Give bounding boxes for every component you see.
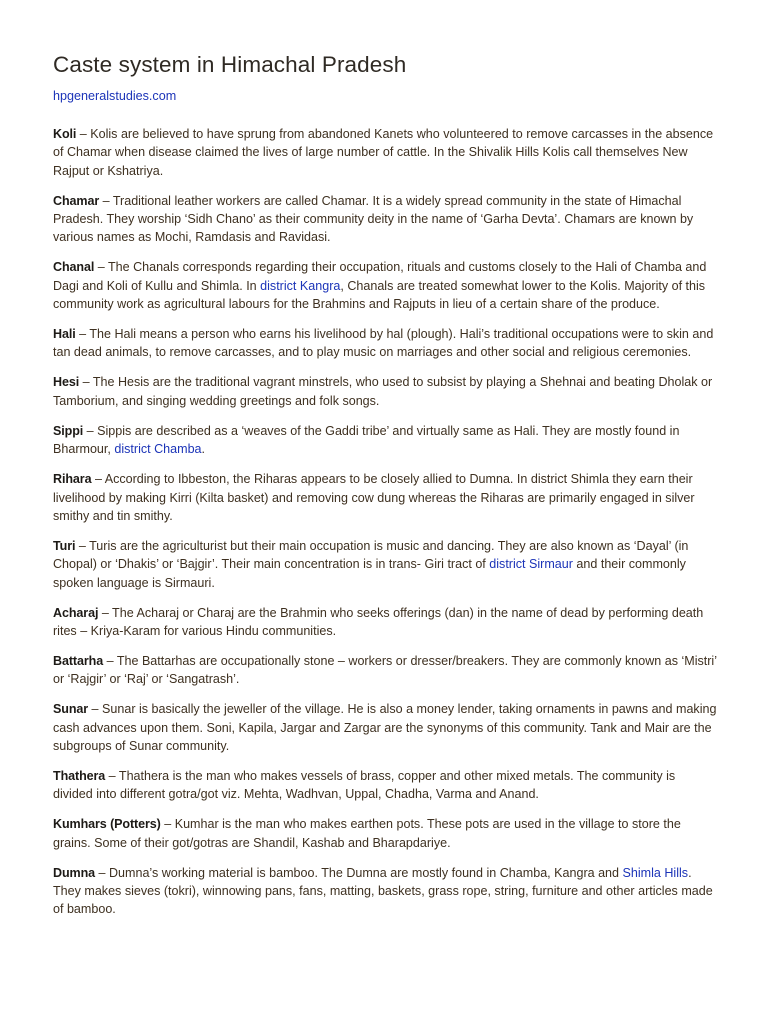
entry-battarha: [53, 652, 717, 689]
entry-term: Hesi: [53, 375, 80, 390]
entry-description-cont: and their commonly spoken language is Sirmauri.: [53, 557, 686, 590]
entry-description: – According to Ibbeston, the Riharas appears to be closely allied to Dumna. In district Shimla they earn their livelihood by making Kirri (Kilta basket) and removing cow dung whereas the Riharas are primarily engaged in silver smithy and tin smithy.: [53, 472, 695, 523]
source-link[interactable]: hpgeneralstudies.com: [53, 89, 177, 103]
entry-description: – Sippis are described as a ‘weaves of the Gaddi tribe’ and virtually same as Hali. They are mostly found in Bharmour,: [53, 423, 680, 457]
entry-description-cont: , Chanals are treated somewhat lower to the Kolis. Majority of this community work as agricultural labours for the Brahmins and Rajputs in lieu of a certain share of the produce.: [53, 278, 706, 311]
entry-chanal: [53, 258, 717, 313]
entry-term: Thathera: [53, 769, 106, 784]
entry-term: Dumna: [53, 865, 96, 880]
district-sirmaur-link[interactable]: district Sirmaur: [489, 557, 573, 572]
caste-entries-list: [53, 125, 718, 919]
entry-hesi: [53, 373, 717, 410]
entry-description-cont: . They makes sieves (tokri), winnowing pans, fans, matting, baskets, grass rope, string, furniture and other articles made of bamboo.: [53, 865, 713, 917]
shimla-hills-link[interactable]: Shimla Hills: [622, 865, 689, 880]
entry-description: – The Hali means a person who earns his livelihood by hal (plough). Hali’s traditional occupations were to skin and tan dead animals, to remove carcasses, and to play music on marriages and other social and religious ceremonies.: [53, 327, 714, 360]
entry-thathera: [53, 767, 717, 804]
entry-sippi: [53, 422, 717, 459]
entry-rihara: [53, 470, 717, 525]
entry-description: – Kolis are believed to have sprung from abandoned Kanets who volunteered to remove carcasses in the absence of Chamar when disease claimed the lives of large number of cattle. In the Shivalik Hills Kolis call themselves New Rajput or Kshatriya.: [53, 127, 714, 178]
entry-description: – The Battarhas are occupationally stone – workers or dresser/breakers. They are commonly known as ‘Mistri’ or ‘Rajgir’ or ‘Raj’ or ‘Sangatrash’.: [53, 654, 717, 687]
entry-kumhars: [53, 815, 717, 852]
entry-koli: [53, 125, 717, 180]
entry-description: – The Chanals corresponds regarding their occupation, rituals and customs closely to the Hali of Chamba and Dagi and Koli of Kullu and Shimla. In: [53, 260, 707, 293]
entry-term: Koli: [53, 127, 77, 141]
entry-term: Chamar: [53, 193, 100, 208]
entry-term: Rihara: [53, 472, 92, 487]
entry-hali: [53, 325, 717, 362]
entry-acharaj: [53, 604, 717, 641]
entry-term: Chanal: [53, 260, 95, 275]
entry-description: – Turis are the agriculturist but their main occupation is music and dancing. They are also known as ‘Dayal’ (in Chopal) or ‘Dhakis’ or ‘Bajgir’. Their main concentration is in trans- Giri tract of: [53, 538, 689, 572]
entry-term: Battarha: [53, 654, 104, 668]
district-kangra-link[interactable]: district Kangra: [260, 278, 341, 293]
entry-term: Kumhars (Potters): [53, 817, 161, 832]
entry-turi: [53, 537, 717, 592]
entry-term: Acharaj: [53, 605, 99, 620]
entry-description: – Sunar is basically the jeweller of the village. He is also a money lender, taking ornaments in pawns and making cash advances upon them. Soni, Kapila, Jargar and Zargar are the synonyms of this community. Tank and Mair are the subgroups of Sunar community.: [53, 702, 717, 753]
entry-description: – Dumna’s working material is bamboo. The Dumna are mostly found in Chamba, Kangra and: [95, 865, 623, 880]
entry-chamar: [53, 192, 717, 247]
entry-sunar: [53, 700, 717, 755]
entry-term: Sunar: [53, 702, 89, 717]
entry-description: – The Hesis are the traditional vagrant minstrels, who used to subsist by playing a Shehnai and beating Dholak or Tamborium, and singing wedding greetings and folk songs.: [53, 375, 713, 408]
entry-term: Turi: [53, 538, 76, 553]
page-title: Caste system in Himachal Pradesh: [53, 52, 407, 77]
entry-term: Hali: [53, 327, 76, 342]
entry-description-cont: .: [201, 442, 206, 457]
entry-description: – The Acharaj or Charaj are the Brahmin who seeks offerings (dan) in the name of dead by performing death rites – Kriya-Karam for various Hindu communities.: [53, 605, 704, 638]
entry-dumna: [53, 864, 717, 919]
entry-description: – Thathera is the man who makes vessels of brass, copper and other mixed metals. The community is divided into different gotra/got viz. Mehta, Wadhvan, Uppal, Chadha, Varma and Anand.: [53, 769, 676, 802]
entry-term: Sippi: [53, 423, 84, 438]
district-chamba-link[interactable]: district Chamba: [114, 442, 202, 457]
entry-description: – Traditional leather workers are called Chamar. It is a widely spread community in the state of Himachal Pradesh. They worship ‘Sidh Chano’ as their community deity in the name of ‘Garha Devta’. Chamars are known by various names as Mochi, Ramdasis and Ravidasi.: [53, 193, 694, 245]
entry-description: – Kumhar is the man who makes earthen pots. These pots are used in the village to store the grains. Some of their got/gotras are Shandil, Kashab and Bharapdariye.: [53, 817, 681, 850]
